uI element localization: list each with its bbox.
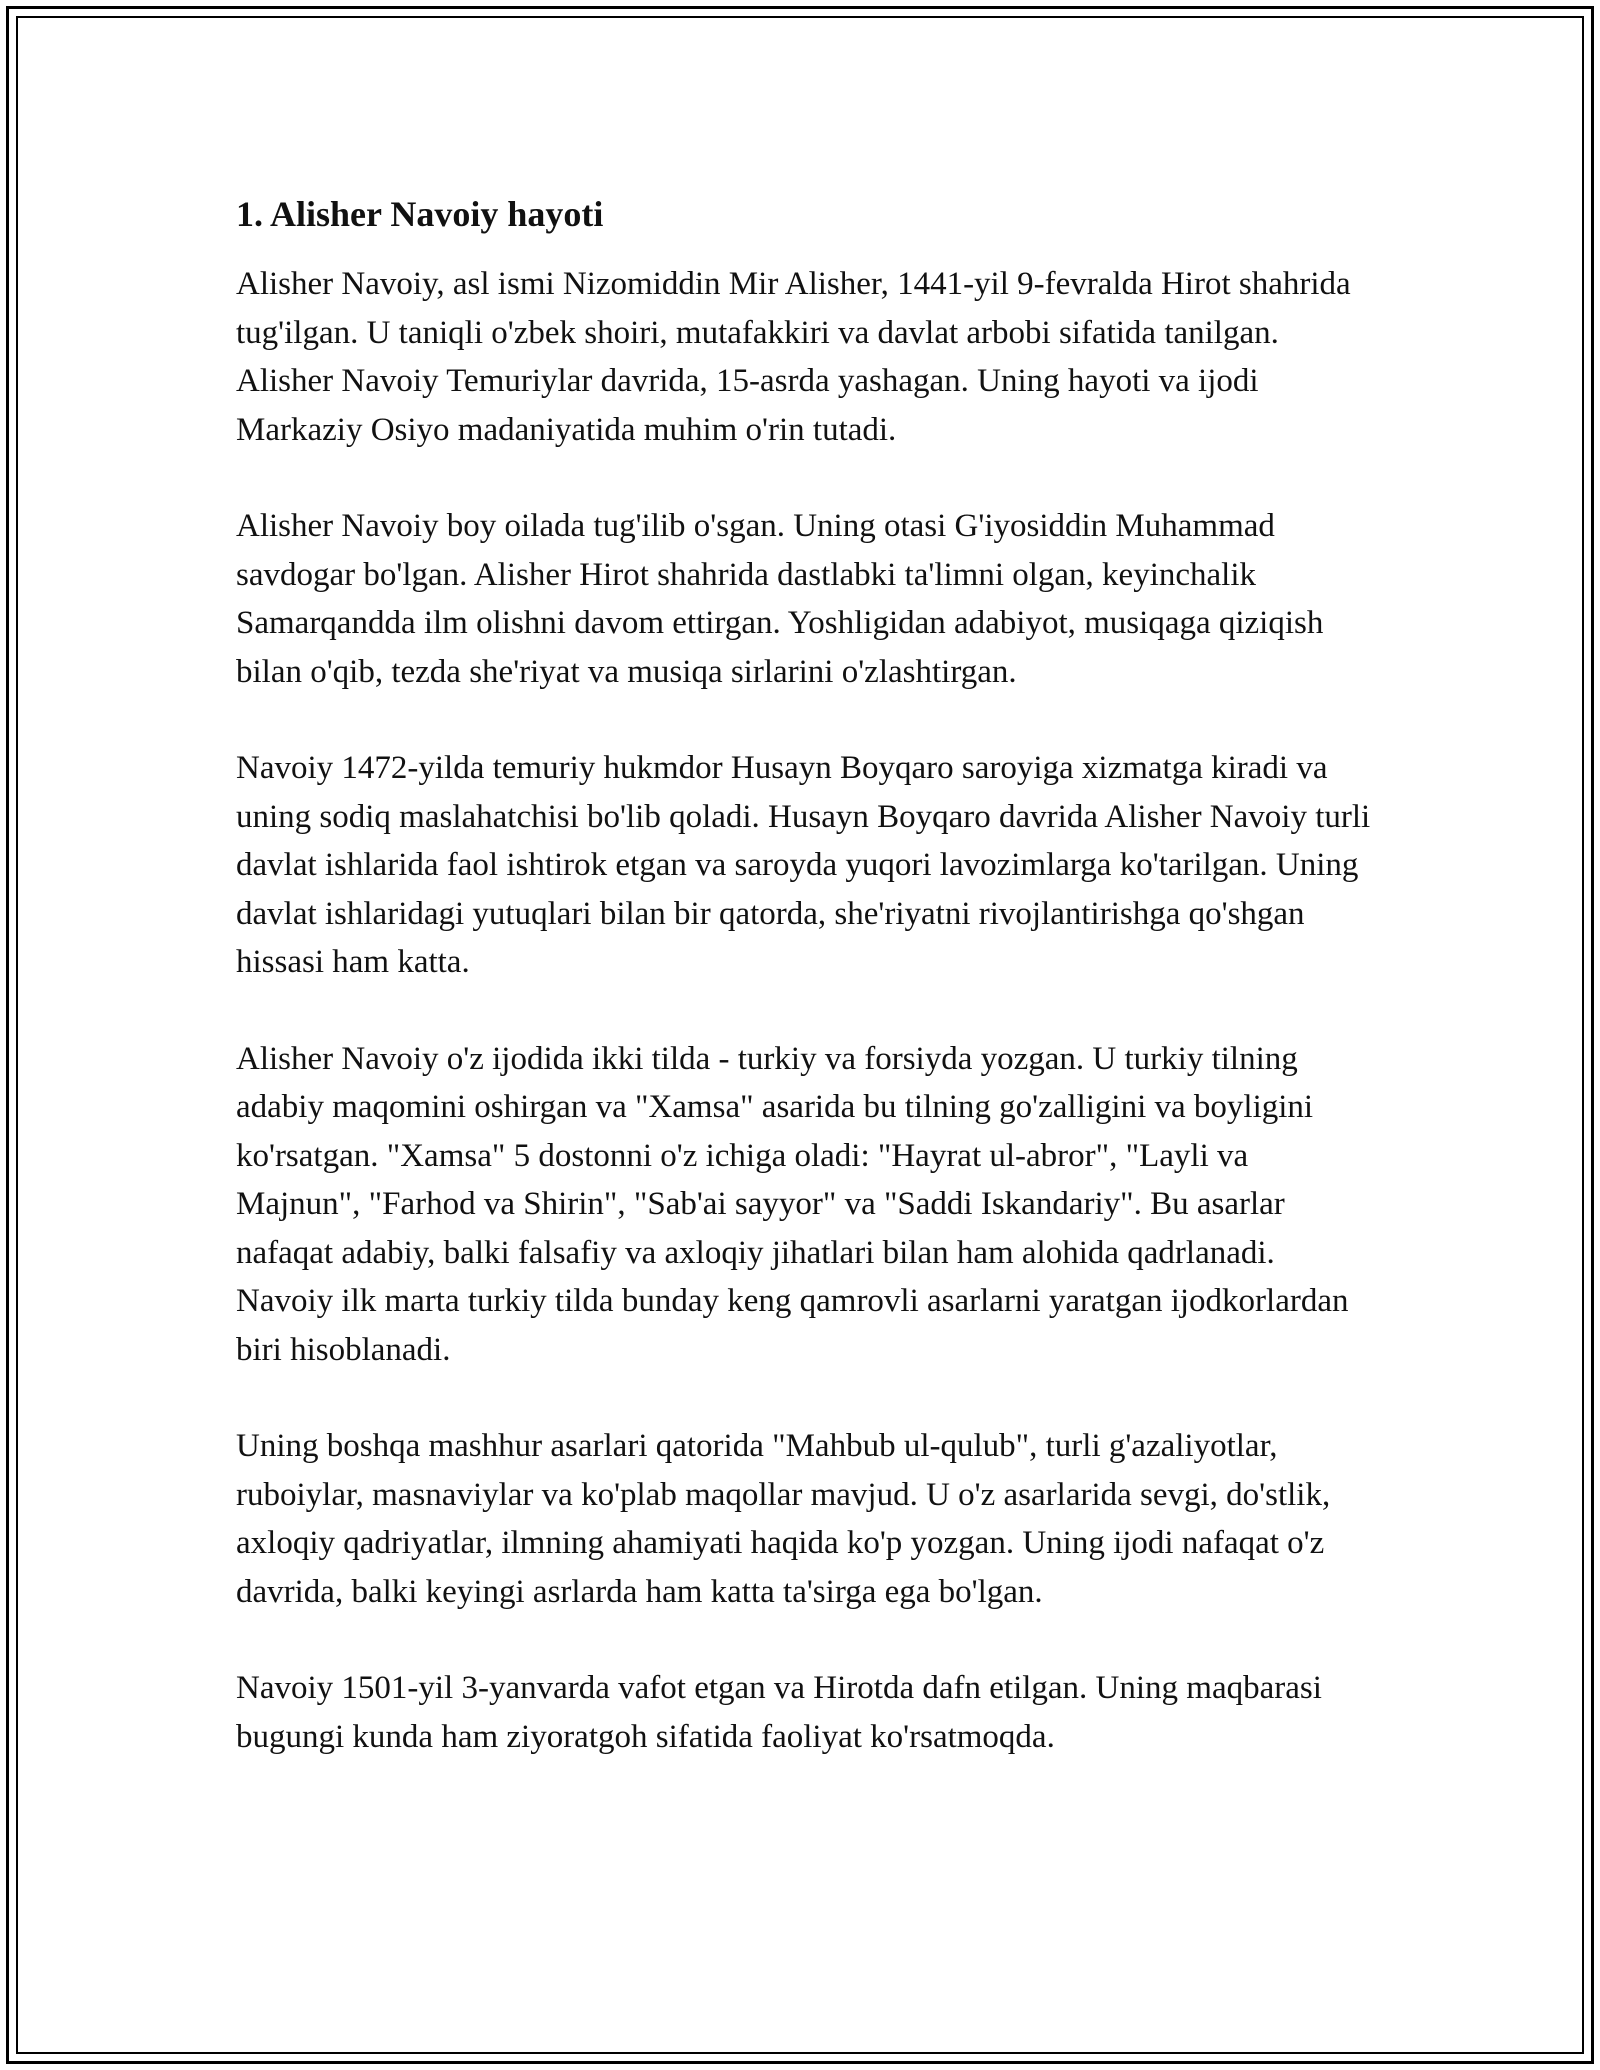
section-heading: 1. Alisher Navoiy hayoti — [236, 194, 604, 234]
document-body — [236, 186, 1376, 1761]
paragraph-other-works: Uning boshqa mashhur asarlari qatorida "Mahbub ul-qulub", turli g'azaliyotlar, ruboiylar, masnaviylar va ko'plab maqollar mavjud. U o'z asarlarida sevgi, do'stlik, axloqiy qadriyatlar, ilmning ahamiyati haqida ko'p yozgan. Uning ijodi nafaqat o'z davrida, balki keyingi asrlarda ham katta ta'sirga ega bo'lgan. — [236, 1428, 1331, 1610]
paragraph-childhood: Alisher Navoiy boy oilada tug'ilib o'sgan. Uning otasi G'iyosiddin Muhammad savdogar bo'lgan. Alisher Hirot shahrida dastlabki ta'limni olgan, keyinchalik Samarqandda ilm olishni davom ettirgan. Yoshligidan adabiyot, musiqaga qiziqish bilan o'qib, tezda she'riyat va musiqa sirlarini o'zlashtirgan. — [236, 508, 1324, 690]
paragraph-birth: Alisher Navoiy, asl ismi Nizomiddin Mir Alisher, 1441-yil 9-fevralda Hirot shahrida tug'ilgan. U taniqli o'zbek shoiri, mutafakkiri va davlat arbobi sifatida tanilgan. Alisher Navoiy Temuriylar davrida, 15-asrda yashagan. Uning hayoti va ijodi Markaziy Osiyo madaniyatida muhim o'rin tutadi. — [236, 266, 1351, 448]
paragraph-court-service: Navoiy 1472-yilda temuriy hukmdor Husayn Boyqaro saroyiga xizmatga kiradi va uning sodiq maslahatchisi bo'lib qoladi. Husayn Boyqaro davrida Alisher Navoiy turli davlat ishlarida faol ishtirok etgan va saroyda yuqori lavozimlarga ko'tarilgan. Uning davlat ishlaridagi yutuqlari bilan bir qatorda, she'riyatni rivojlantirishga qo'shgan hissasi ham katta. — [236, 750, 1371, 980]
paragraph-xamsa: Alisher Navoiy o'z ijodida ikki tilda - turkiy va forsiyda yozgan. U turkiy tilning adabiy maqomini oshirgan va "Xamsa" asarida bu tilning go'zalligini va boyligini ko'rsatgan. "Xamsa" 5 dostonni o'z ichiga oladi: "Hayrat ul-abror", "Layli va Majnun", "Farhod va Shirin", "Sab'ai sayyor" va "Saddi Iskandariy". Bu asarlar nafaqat adabiy, balki falsafiy va axloqiy jihatlari bilan ham alohida qadrlanadi. Navoiy ilk marta turkiy tilda bunday keng qamrovli asarlarni yaratgan ijodkorlardan biri hisoblanadi. — [236, 1040, 1349, 1368]
paragraph-death: Navoiy 1501-yil 3-yanvarda vafot etgan va Hirotda dafn etilgan. Uning maqbarasi bugungi kunda ham ziyoratgoh sifatida faoliyat ko'rsatmoqda. — [236, 1670, 1322, 1755]
